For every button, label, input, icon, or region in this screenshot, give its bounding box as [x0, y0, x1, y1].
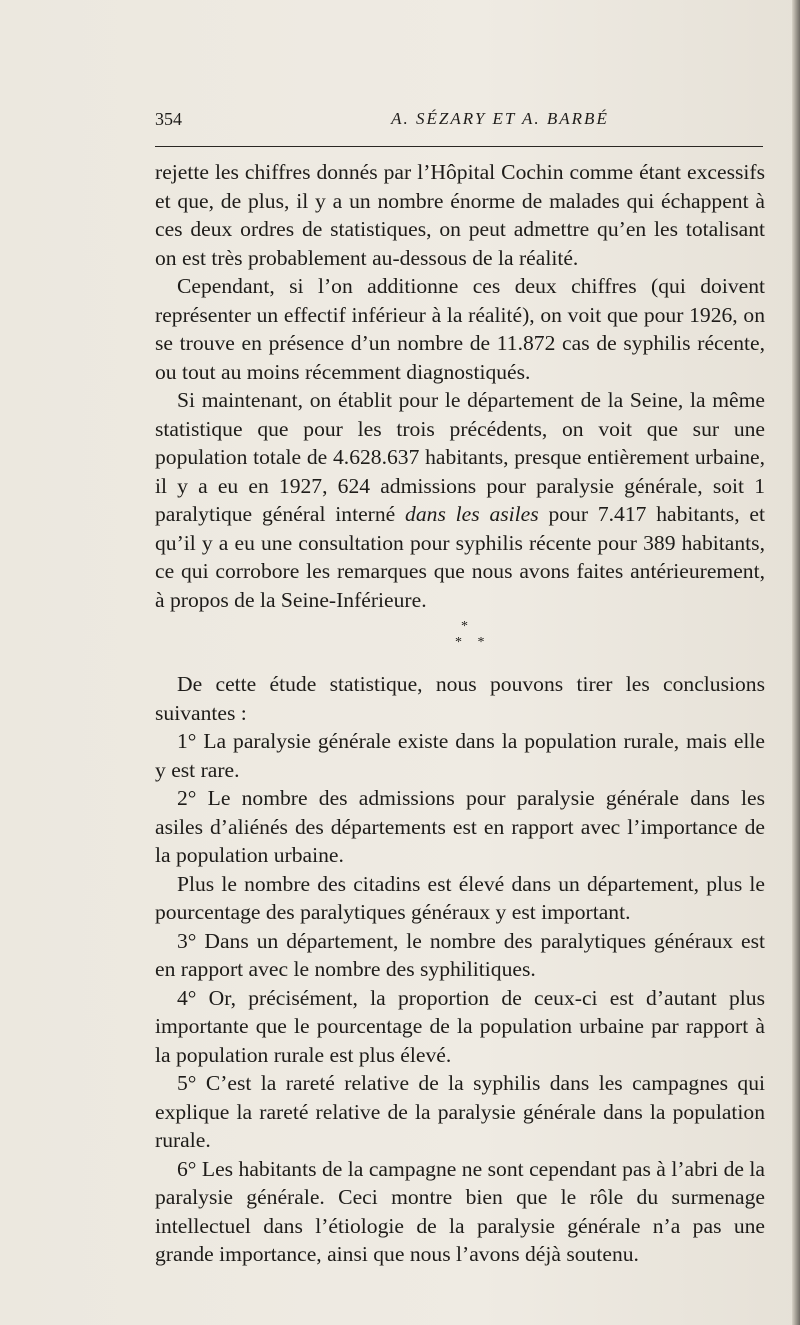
paragraph: Plus le nombre des citadins est élevé dans un département, plus le pourcentage des paralytiques généraux y est important.: [155, 871, 765, 924]
asterism-bottom: * *: [455, 635, 491, 650]
conclusion-item: 2° Le nombre des admissions pour paralysie générale dans les asiles d’aliénés des départements est en rapport avec l’importance de la population urbaine.: [155, 786, 765, 867]
page-header: [155, 103, 765, 135]
paragraph-text: Si maintenant, on établit pour le département de la Seine, la même statistique que pour les trois précédents, on voit que sur une population totale de 4.628.637 habitants, presque entièrement urbaine, il y a eu en 1927, 624 admissions pour paralysie générale, soit 1 paralytique général interné: [155, 388, 765, 526]
paragraph: rejette les chiffres donnés par l’Hôpital Cochin comme étant excessifs et que, de plus, il y a un nombre énorme de malades qui échappent à ces deux ordres de statistiques, on peut admettre qu’en les totalisant on est très probablement au-dessous de la réalité.: [155, 160, 765, 270]
page-number: 354: [155, 109, 182, 129]
asterism-top: *: [461, 619, 468, 634]
conclusion-item: 1° La paralysie générale existe dans la population rurale, mais elle y est rare.: [155, 729, 765, 782]
paragraph: Cependant, si l’on additionne ces deux chiffres (qui doivent représenter un effectif inférieur à la réalité), on voit que pour 1926, on se trouve en présence d’un nombre de 11.872 cas de syphilis récente, ou tout au moins récemment diagnostiqués.: [155, 274, 765, 384]
page-spine-shadow: [792, 0, 800, 1325]
body-text: [155, 158, 765, 1269]
italic-phrase: dans les asiles: [405, 502, 539, 526]
asterism: [155, 614, 765, 670]
conclusion-item: 5° C’est la rareté relative de la syphilis dans les campagnes qui explique la rareté relative de la paralysie générale dans la population rurale.: [155, 1071, 765, 1152]
header-rule: [155, 146, 763, 147]
conclusion-item: 3° Dans un département, le nombre des paralytiques généraux est en rapport avec le nombre des syphilitiques.: [155, 928, 765, 981]
running-head: A. SÉZARY ET A. BARBÉ: [391, 109, 609, 128]
conclusion-item: 4° Or, précisément, la proportion de ceux-ci est d’autant plus importante que le pourcentage de la population urbaine par rapport à la population rurale est plus élevé.: [155, 985, 765, 1067]
conclusion-item: 6° Les habitants de la campagne ne sont cependant pas à l’abri de la paralysie générale. Ceci montre bien que le rôle du surmenage intellectuel dans l’étiologie de la paralysie générale n’a pas une grande importance, ainsi que nous l’avons déjà soutenu.: [155, 1156, 765, 1266]
paragraph: De cette étude statistique, nous pouvons tirer les conclusions suivantes :: [155, 672, 765, 725]
paragraph-text: pour 7.417 habitants, et qu’il y a eu une consultation pour syphilis récente pour 389 habitants, ce qui corrobore les remarques que nous avons faites antérieurement, à propos de la Seine-Inférieure.: [155, 502, 765, 612]
paragraph: [155, 386, 765, 614]
